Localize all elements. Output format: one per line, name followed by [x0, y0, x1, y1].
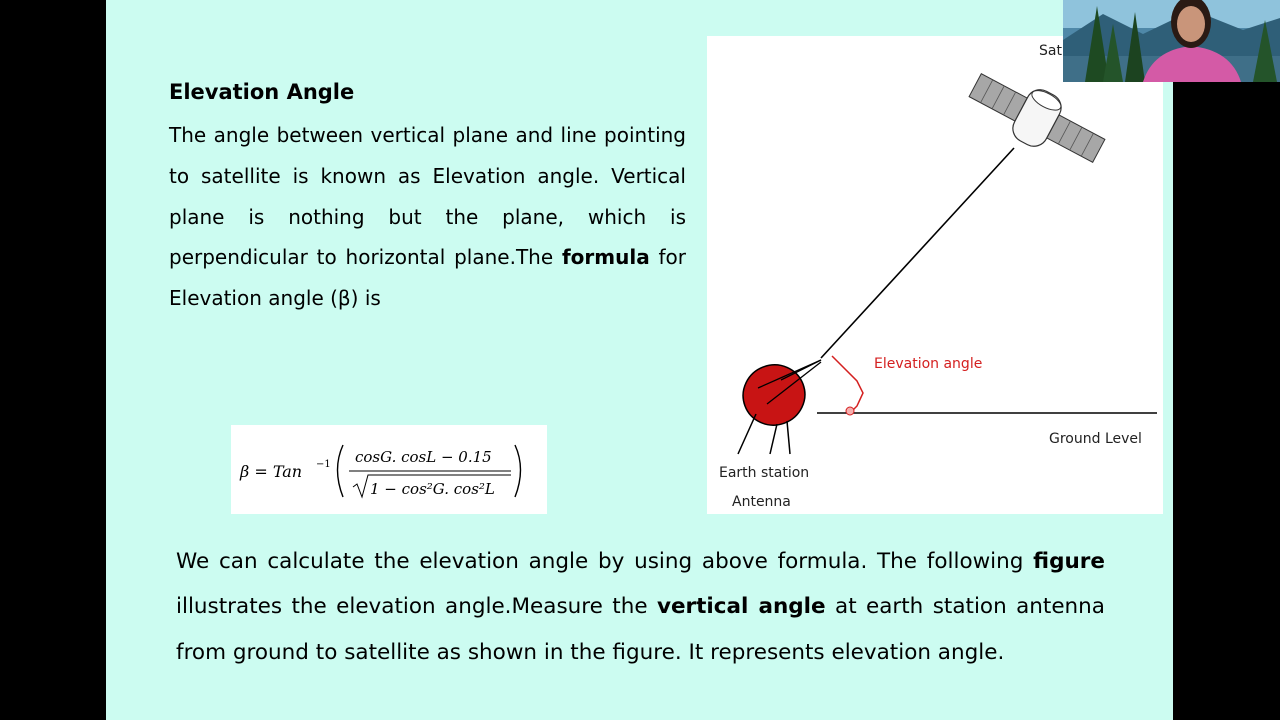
formula-left-paren — [338, 445, 344, 497]
slide — [106, 0, 1173, 720]
formula-svg — [231, 425, 547, 514]
formula-exponent: −1 — [316, 459, 331, 470]
earth-station-label: Earth station — [719, 465, 810, 481]
presenter-video-icon — [1063, 0, 1280, 82]
para2-bold-figure: figure — [1033, 549, 1105, 574]
para2-bold-vertical-angle: vertical angle — [656, 594, 826, 620]
elevation-angle-arc — [832, 356, 863, 412]
elevation-angle-label: Elevation angle — [874, 356, 983, 372]
ground-level-label: Ground Level — [1049, 431, 1142, 447]
explanation-paragraph — [176, 539, 1105, 675]
slide-heading: Elevation Angle — [169, 80, 355, 104]
formula-image — [231, 425, 547, 514]
elevation-figure — [707, 36, 1163, 514]
para1-text-start: The angle between vertical plane and line pointing to satellite is known as Elevation angle. Vertical plane is nothing but the plane, which is perpendicular to horizontal plane.The — [169, 123, 686, 270]
antenna-dish — [735, 356, 814, 434]
para2-text-2: illustrates the elevation angle.Measure the — [176, 594, 657, 620]
satellite-label: Sat — [1039, 43, 1062, 59]
webcam-scene-svg — [1063, 0, 1280, 82]
angle-marker-dot — [846, 407, 854, 415]
antenna-leg — [787, 421, 790, 454]
formula-denominator: 1 − cos²G. cos²L — [370, 480, 495, 498]
definition-paragraph — [169, 115, 686, 319]
antenna-leg — [770, 424, 777, 454]
earth-station-antenna — [735, 356, 821, 454]
antenna-leg — [738, 414, 756, 454]
antenna-label: Antenna — [732, 494, 791, 510]
para1-text-end: for Elevation angle (β) is — [169, 245, 686, 311]
para2-text-1: We can calculate the elevation angle by using above formula. The following — [176, 549, 1034, 574]
presenter-face — [1177, 6, 1205, 42]
para1-bold-formula: formula — [561, 245, 650, 270]
para2-text-3: at earth station antenna from ground to satellite as shown in the figure. It represents elevation angle. — [176, 594, 1105, 665]
formula-right-paren — [515, 445, 521, 497]
line-to-satellite — [821, 148, 1014, 358]
formula-numerator: cosG. cosL − 0.15 — [355, 448, 492, 466]
formula-lhs: β = Tan — [240, 462, 303, 481]
